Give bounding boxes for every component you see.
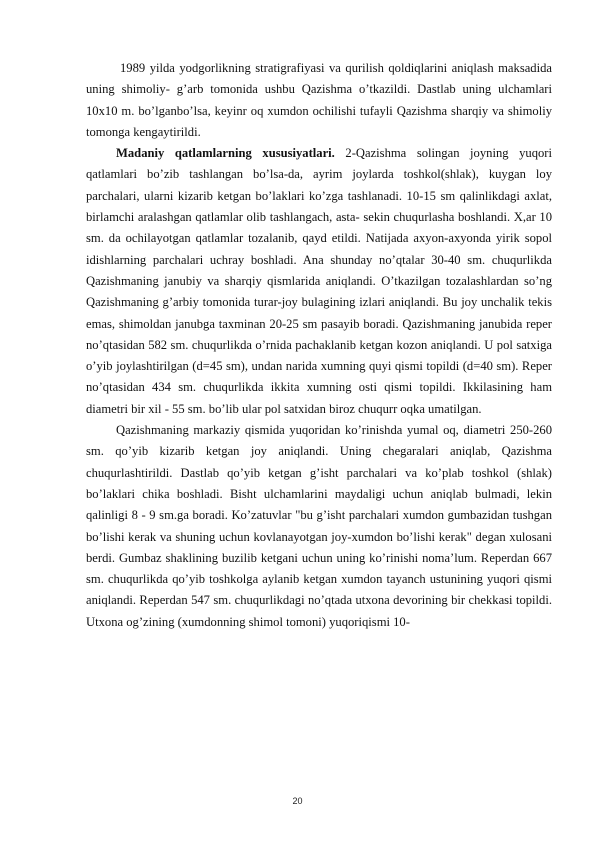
paragraph-3-text: Qazishmaning markaziy qismida yuqoridan ko’rinishda yumal oq, diametri 250-260 sm. qo’yib kizarib ketgan joy aniqlandi. Uning chegaralari aniqlab, Qazishma chuqurlashtirildi. Dastlab qo’yib ketgan g’isht parchalari va ko’plab toshkol (shlak) bo’laklari chika boshladi. Bisht ulchamlarini maydaligi uchun aniqlab bulmadi, lekin qalinligi 8 - 9 sm.ga boradi. Ko’zatuvlar "bu g’isht parchalari xumdon gumbazidan tushgan bo’lishi kerak va shuning uchun kovlanayotgan joy-xumdon bo’lishi kerak" degan xulosani berdi. Gumbaz shaklining buzilib ketgani uchun uning ko’rinishi noma’lum. Reperdan 667 sm. chuqurlikda qo’yib toshkolga aylanib ketgan xumdon tayanch ustunining yuqori qismi aniqlandi. Reperdan 547 sm. chuqurlikdagi no’qtada utxona devorining bir chekkasi topildi. Utxona og’zining (xumdonning shimol tomoni) yuqoriqismi 10- [86, 423, 552, 629]
paragraph-1 [86, 58, 552, 143]
section-heading: Madaniy qatlamlarning xususiyatlari. [116, 146, 335, 161]
paragraph-2-text: 2-Qazishma solingan joyning yuqori qatlamlari bo’zib tashlangan bo’lsa-da, ayrim joylarda toshkol(shlak), kuygan loy parchalari, ularni kizarib ketgan bo’laklari ko’zga tashlanadi. 10-15 sm qalinlikdagi axlat, birlamchi aralashgan qatlamlar olib tashlangach, asta- sekin chuqurlasha boshlandi. X,ar 10 sm. da ochilayotgan qatlamlar tozalanib, qayd etildi. Natijada axyon-axyonda yirik sopol idishlarning parchalari uchray boshladi. Ana shunday no’qtalar 30-40 sm. chuqurlikda Qazishmaning janubiy va sharqiy qismlarida aniqlandi. O’tkazilgan tozalashlardan so’ng Qazishmaning g’arbiy tomonida turar-joy bulagining izlari aniqlandi. Bu joy unchalik tekis emas, shimoldan janubga taxminan 20-25 sm pasayib boradi. Qazishmaning janubida reper no’qtasidan 582 sm. chuqurlikda o’rnida pachaklanib ketgan kozon aniqlandi. U pol satxiga o’yib joylashtirilgan (d=45 sm), undan narida xumning quyi qismi topildi (d=40 sm). Reper no’qtasidan 434 sm. chuqurlikda ikkita xumning osti qismi topildi. Ikkilasining ham diametri bir xil - 55 sm. bo’lib ular pol satxidan biroz chuqurr oqka umatilgan. [86, 146, 552, 416]
paragraph-3 [86, 420, 552, 633]
page-number: 20 [292, 796, 303, 806]
paragraph-1-text: 1989 yilda yodgorlikning stratigrafiyasi va qurilish qoldiqlarini aniqlash maksadida uning shimoliy- g’arb tomonida ushbu Qazishma o’tkazildi. Dastlab uning ulchamlari 10x10 m. bo’lganbo’lsa, keyinr oq xumdon ochilishi tufayli Qazishma sharqiy va shimoliy tomonga kengaytirildi. [86, 61, 552, 139]
paragraph-2 [86, 143, 552, 420]
document-body [86, 58, 552, 633]
